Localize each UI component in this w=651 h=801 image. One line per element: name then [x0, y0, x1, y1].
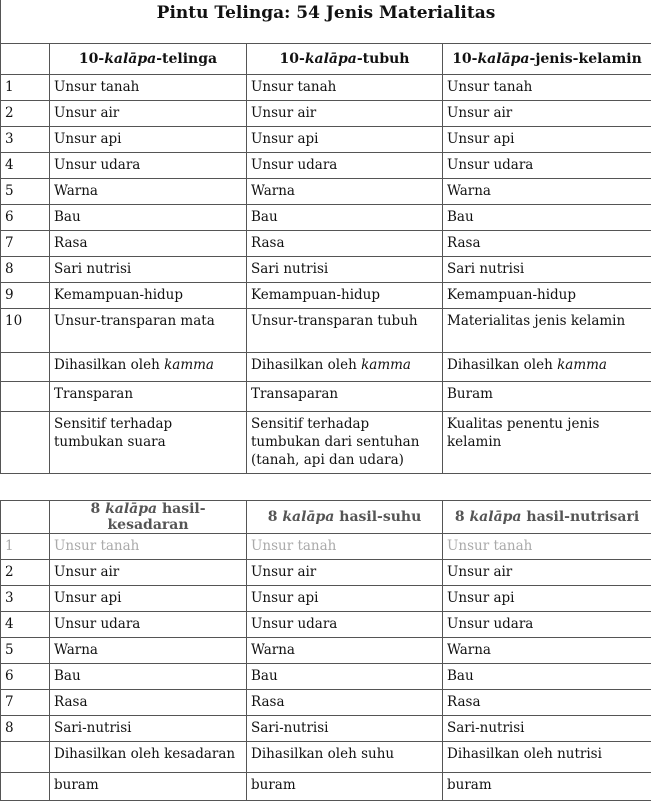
- table-cell: Bau: [443, 205, 651, 231]
- table-cell: Rasa: [443, 231, 651, 257]
- header-body-kalapa: 10-kalāpa-tubuh: [247, 44, 443, 75]
- table-cell: Sari nutrisi: [443, 257, 651, 283]
- table-cell: Unsur tanah: [50, 75, 247, 101]
- table-cell: Bau: [247, 205, 443, 231]
- table-cell: Sari-nutrisi: [247, 716, 443, 742]
- table-row: [1, 612, 651, 638]
- table-cell: Unsur air: [50, 101, 247, 127]
- page-title: Pintu Telinga: 54 Jenis Materialitas: [0, 0, 651, 44]
- table-cell: Dihasilkan oleh kamma: [443, 353, 651, 382]
- row-number: 7: [1, 231, 50, 257]
- table-cell: buram: [443, 773, 651, 801]
- table-cell: Unsur air: [247, 101, 443, 127]
- table-cell: Dihasilkan oleh nutrisi: [443, 742, 651, 773]
- header-nutriment-kalapa: 8 kalāpa hasil-nutrisari: [443, 501, 651, 534]
- table-cell: Unsur tanah: [443, 75, 651, 101]
- row-number: 8: [1, 716, 50, 742]
- header-ear-kalapa: 10-kalāpa-telinga: [50, 44, 247, 75]
- opaque-row: [1, 773, 651, 801]
- table-cell: Unsur api: [247, 127, 443, 153]
- header-temperature-kalapa: 8 kalāpa hasil-suhu: [247, 501, 443, 534]
- row-number: 3: [1, 586, 50, 612]
- table-cell: Bau: [50, 205, 247, 231]
- table-gap: [0, 476, 651, 500]
- table-cell: Unsur-transparan mata: [50, 309, 247, 353]
- row-number: 1: [1, 75, 50, 101]
- table-cell: Rasa: [50, 690, 247, 716]
- table-cell: Unsur tanah: [443, 534, 651, 560]
- row-number: 9: [1, 283, 50, 309]
- table-cell: Unsur udara: [443, 612, 651, 638]
- table-cell: Unsur udara: [50, 153, 247, 179]
- table-cell: Unsur api: [247, 586, 443, 612]
- table-cell: Unsur tanah: [247, 534, 443, 560]
- table-header-row: [1, 501, 651, 534]
- table-cell: Dihasilkan oleh kesadaran: [50, 742, 247, 773]
- table-cell: Bau: [50, 664, 247, 690]
- table-row: [1, 127, 651, 153]
- table-cell: Unsur udara: [50, 612, 247, 638]
- table-cell: Unsur tanah: [247, 75, 443, 101]
- header-sex-kalapa: 10-kalāpa-jenis-kelamin: [443, 44, 651, 75]
- row-number: 2: [1, 560, 50, 586]
- table-row: [1, 716, 651, 742]
- table-row: [1, 257, 651, 283]
- table-cell: Unsur udara: [247, 612, 443, 638]
- table-cell: Kemampuan-hidup: [247, 283, 443, 309]
- table-header-row: [1, 44, 651, 75]
- table-row: [1, 205, 651, 231]
- table-cell: Bau: [443, 664, 651, 690]
- table-cell: Kualitas penentu jenis kelamin: [443, 412, 651, 474]
- table-cell: Sensitif terhadap tumbukan dari sentuhan (tanah, api dan udara): [247, 412, 443, 474]
- table-row: [1, 283, 651, 309]
- row-number: 2: [1, 101, 50, 127]
- table-ear-door-kalapas: [0, 43, 651, 474]
- table-cell: Dihasilkan oleh suhu: [247, 742, 443, 773]
- row-number: 4: [1, 153, 50, 179]
- row-number: 8: [1, 257, 50, 283]
- table-cell: Warna: [247, 179, 443, 205]
- row-number: [1, 412, 50, 474]
- table-row: [1, 179, 651, 205]
- table-cell: Unsur air: [247, 560, 443, 586]
- table-row: [1, 560, 651, 586]
- table-cell: Unsur udara: [443, 153, 651, 179]
- table-cell: Kemampuan-hidup: [443, 283, 651, 309]
- table-cell: Warna: [443, 179, 651, 205]
- table-cell: Unsur api: [50, 127, 247, 153]
- table-row: [1, 690, 651, 716]
- table-row: [1, 75, 651, 101]
- row-number: 1: [1, 534, 50, 560]
- row-number: 7: [1, 690, 50, 716]
- row-number: [1, 742, 50, 773]
- table-cell: Rasa: [247, 690, 443, 716]
- table-cell: Rasa: [50, 231, 247, 257]
- produced-by-row: [1, 742, 651, 773]
- row-number: [1, 773, 50, 801]
- kamma-row: [1, 353, 651, 382]
- table-cell: Unsur air: [50, 560, 247, 586]
- table-cell: Unsur-transparan tubuh: [247, 309, 443, 353]
- table-cell: buram: [50, 773, 247, 801]
- header-consciousness-kalapa: 8 kalāpa hasil-kesadaran: [50, 501, 247, 534]
- table-cell: Sensitif terhadap tumbukan suara: [50, 412, 247, 474]
- table-cell: Sari nutrisi: [247, 257, 443, 283]
- table-cell: Warna: [50, 179, 247, 205]
- table-cell: Sari-nutrisi: [50, 716, 247, 742]
- row-number: 3: [1, 127, 50, 153]
- row-number: 5: [1, 638, 50, 664]
- table-cell: Kemampuan-hidup: [50, 283, 247, 309]
- table-other-kalapas: [0, 500, 651, 801]
- table-cell: Unsur tanah: [50, 534, 247, 560]
- row-number: 4: [1, 612, 50, 638]
- table-row: [1, 231, 651, 257]
- table-cell: buram: [247, 773, 443, 801]
- table-cell: Dihasilkan oleh kamma: [247, 353, 443, 382]
- table-cell: Transaparan: [247, 382, 443, 412]
- table-cell: Dihasilkan oleh kamma: [50, 353, 247, 382]
- table-cell: Rasa: [443, 690, 651, 716]
- table-cell: Buram: [443, 382, 651, 412]
- header-number: [1, 501, 50, 534]
- table-cell: Unsur api: [443, 586, 651, 612]
- table-cell: Sari nutrisi: [50, 257, 247, 283]
- table-row: [1, 664, 651, 690]
- table-cell: Materialitas jenis kelamin: [443, 309, 651, 353]
- table-row: [1, 586, 651, 612]
- sensitivity-row: [1, 412, 651, 474]
- table-row: [1, 101, 651, 127]
- table-row: [1, 638, 651, 664]
- header-number: [1, 44, 50, 75]
- table-cell: Warna: [50, 638, 247, 664]
- row-number: [1, 353, 50, 382]
- table-cell: Warna: [247, 638, 443, 664]
- table-cell: Unsur api: [443, 127, 651, 153]
- table-cell: Transparan: [50, 382, 247, 412]
- table-cell: Unsur api: [50, 586, 247, 612]
- table-cell: Sari-nutrisi: [443, 716, 651, 742]
- row-number: [1, 382, 50, 412]
- table-cell: Unsur udara: [247, 153, 443, 179]
- table-cell: Unsur air: [443, 101, 651, 127]
- table-row: [1, 153, 651, 179]
- row-number: 6: [1, 205, 50, 231]
- table-cell: Unsur air: [443, 560, 651, 586]
- row-number: 5: [1, 179, 50, 205]
- table-row: [1, 309, 651, 353]
- table-cell: Warna: [443, 638, 651, 664]
- table-cell: Bau: [247, 664, 443, 690]
- table-row: [1, 534, 651, 560]
- row-number: 6: [1, 664, 50, 690]
- row-number: 10: [1, 309, 50, 353]
- table-cell: Rasa: [247, 231, 443, 257]
- transparency-row: [1, 382, 651, 412]
